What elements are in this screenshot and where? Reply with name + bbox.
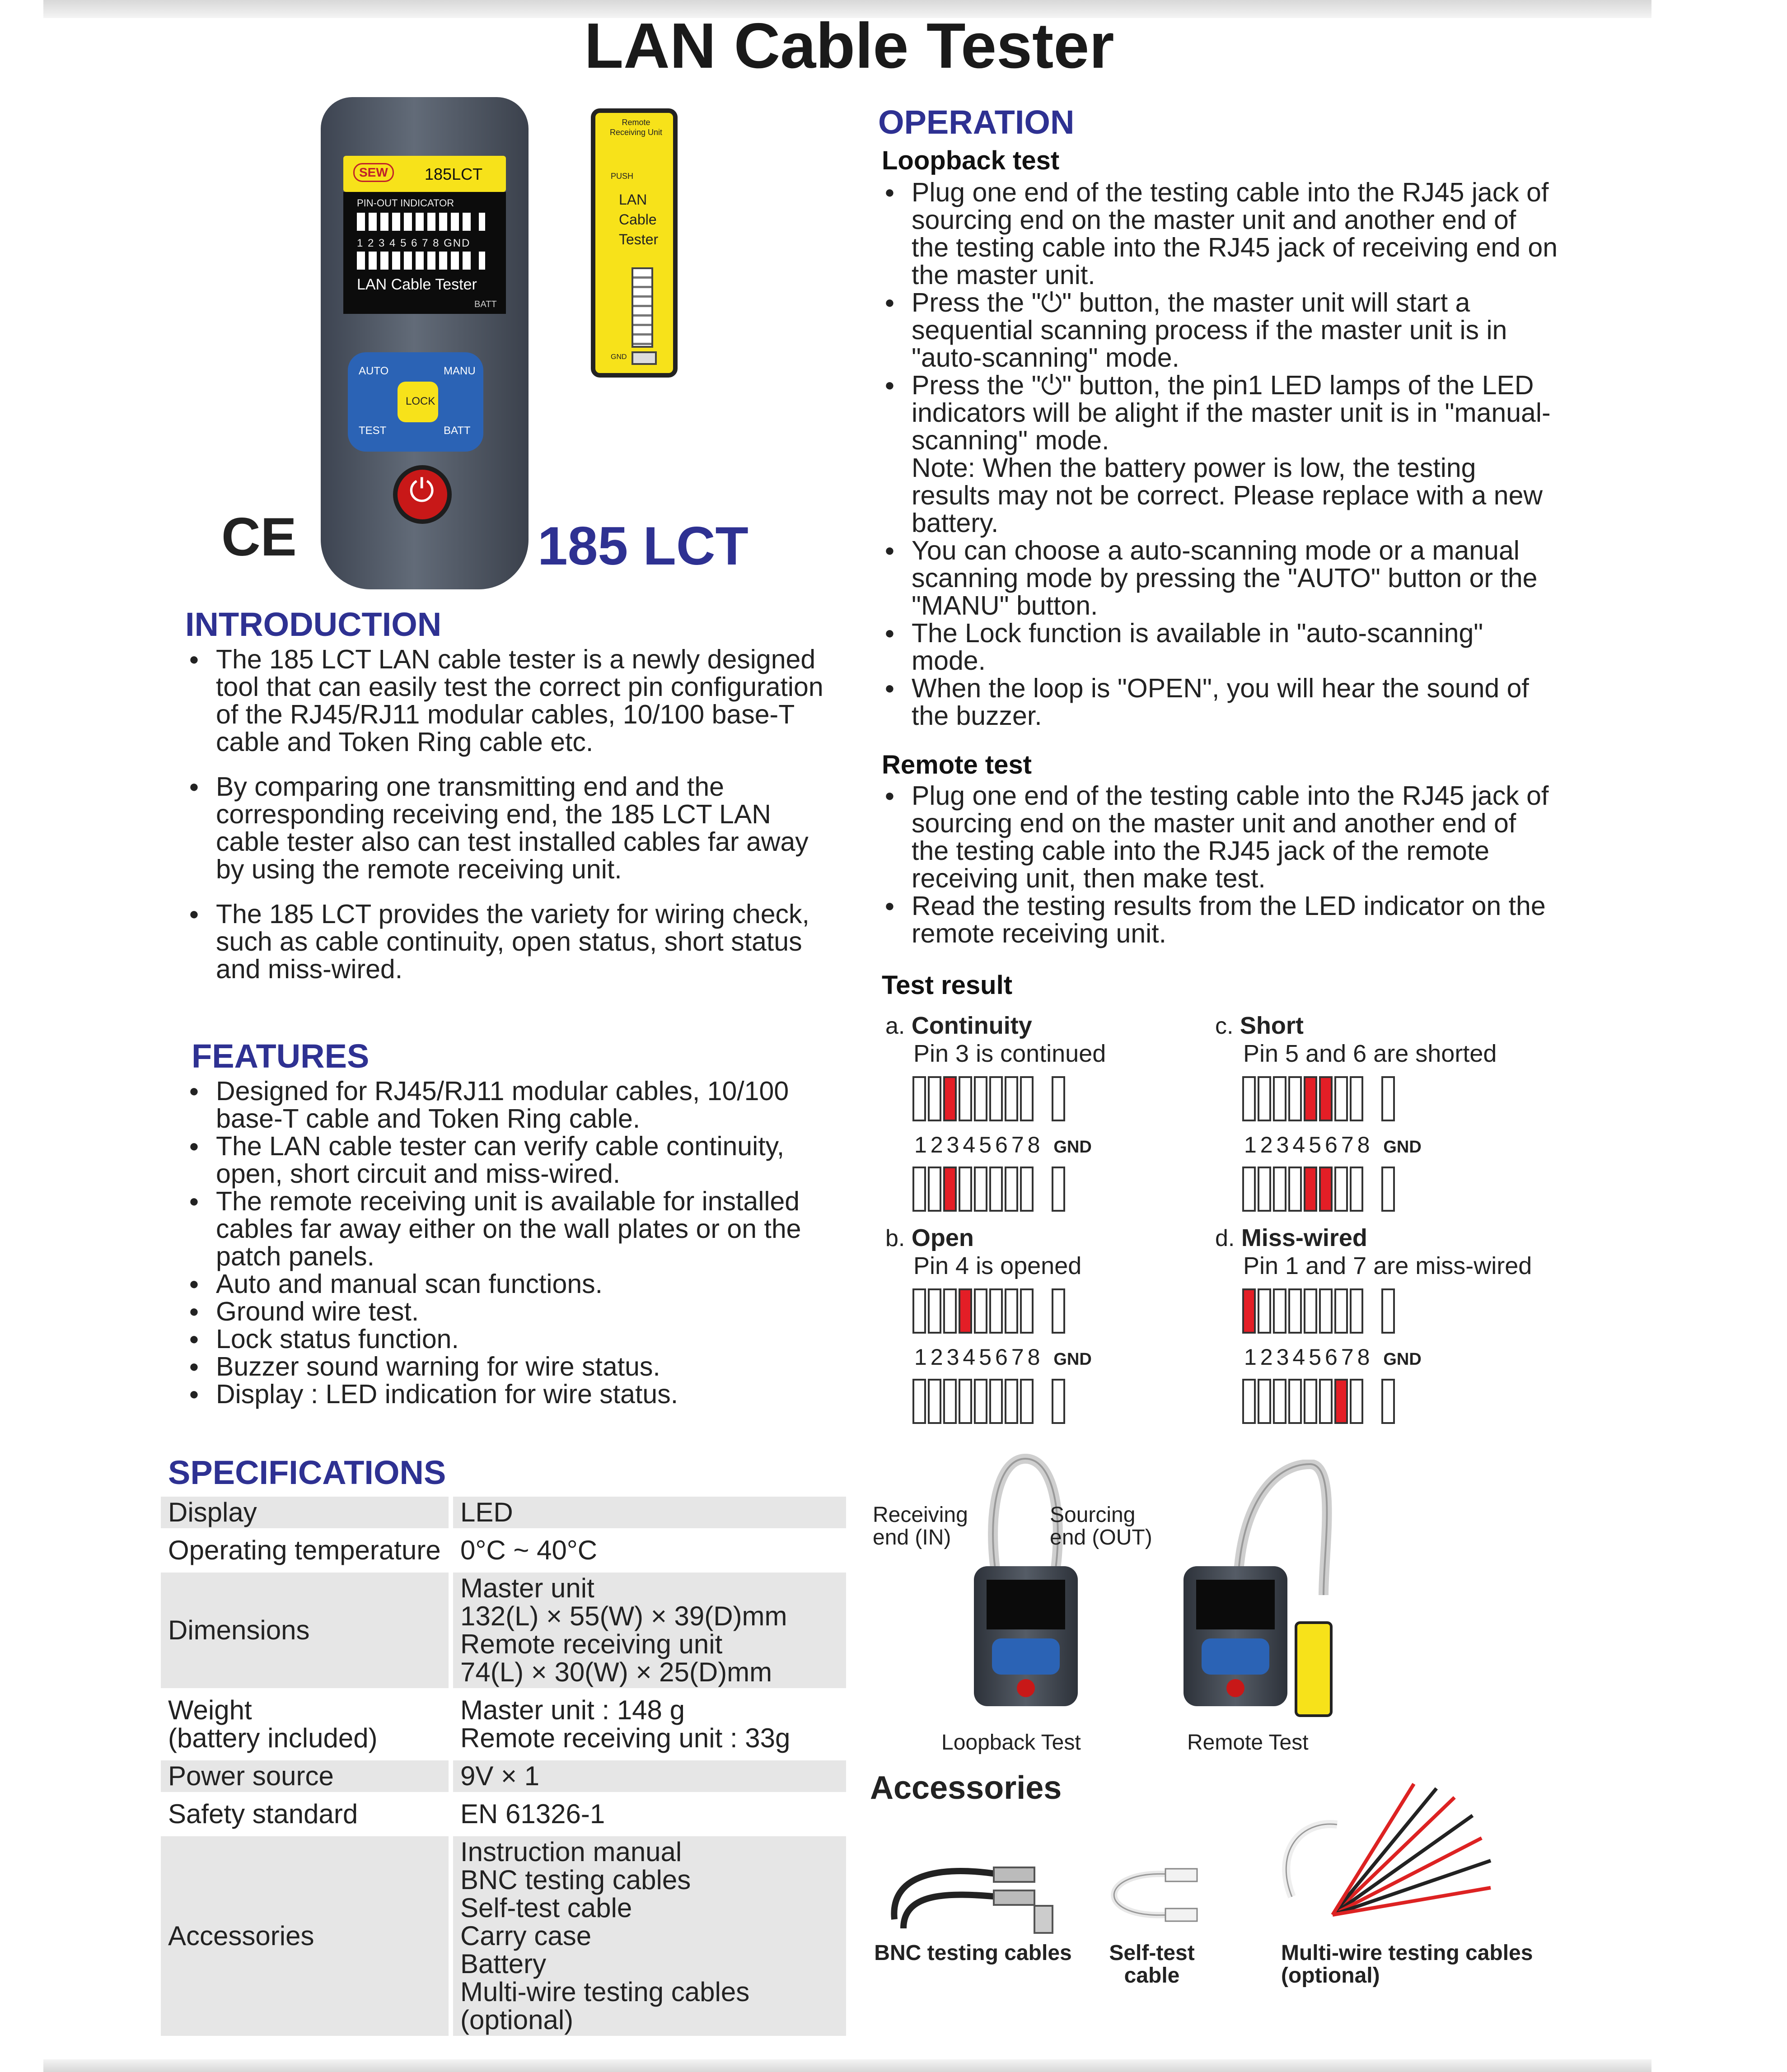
list-item: ● Plug one end of the testing cable into the RJ45 jack of sourcing end on the master unit and another end of the testing cable into the RJ45 jack of the remote receiving unit, then make test.: [881, 782, 1558, 892]
led-pin-2: [928, 1167, 941, 1212]
pin-numbers: 12345678: [914, 1132, 1044, 1157]
led-pin-5: [974, 1379, 987, 1424]
bottom-edge-shadow: [43, 2059, 1651, 2072]
spec-label: Power source: [161, 1760, 449, 1792]
test-result-letter: d.: [1215, 1225, 1235, 1251]
spec-value-line: EN 61326-1: [460, 1799, 605, 1829]
spec-row: [161, 1798, 846, 1830]
spec-row: [161, 1497, 846, 1528]
receiving-end-label: Receiving end (IN): [873, 1503, 968, 1549]
led-pin-3: [943, 1379, 957, 1424]
led-pin-4: [1288, 1167, 1302, 1212]
led-gnd: [1052, 1076, 1065, 1121]
led-pin-2: [1258, 1167, 1271, 1212]
pin-number-label: [1244, 1132, 1540, 1158]
remote-test-receiver-icon: [1295, 1621, 1333, 1717]
batt-key: BATT: [444, 425, 471, 437]
led-pin-5: [974, 1076, 987, 1121]
list-item: ● Read the testing results from the LED indicator on the remote receiving unit.: [881, 892, 1558, 947]
list-item: ● Buzzer sound warning for wire status.: [185, 1353, 840, 1381]
spec-label: Operating temperature: [168, 1535, 441, 1565]
remote-led-column: [632, 267, 653, 348]
led-pin-1: [912, 1379, 926, 1424]
screen-device-name: LAN Cable Tester: [357, 276, 477, 293]
led-pin-6: [1319, 1167, 1333, 1212]
page-title: LAN Cable Tester: [584, 10, 1114, 82]
list-item: ● The Lock function is available in "auto-scanning" mode.: [881, 620, 1558, 675]
manu-key: MANU: [444, 365, 476, 377]
led-pin-5: [1304, 1379, 1317, 1424]
loopback-test-heading: Loopback test: [882, 146, 1060, 175]
pin-numbers: 12345678: [914, 1344, 1044, 1370]
led-row-bottom: [1242, 1377, 1540, 1426]
led-row-top: [1242, 1286, 1540, 1336]
spec-value: [449, 1535, 846, 1566]
spec-value-line: 74(L) × 30(W) × 25(D)mm: [460, 1657, 772, 1687]
list-item: ● The LAN cable tester can verify cable continuity, open, short circuit and miss-wired.: [185, 1133, 840, 1188]
led-pin-8: [1020, 1167, 1034, 1212]
led-pin-8: [1350, 1379, 1363, 1424]
led-pin-7: [1005, 1076, 1018, 1121]
spec-value-line: LED: [460, 1497, 513, 1527]
specifications-table: [161, 1490, 846, 2042]
remote-test-list: [881, 782, 1558, 947]
led-pin-2: [1258, 1288, 1271, 1334]
spec-row: [161, 1535, 846, 1566]
led-pin-3: [943, 1076, 957, 1121]
led-gnd: [1381, 1167, 1395, 1212]
led-pin-1: [1242, 1076, 1256, 1121]
remote-receiving-unit: [591, 108, 678, 378]
gnd-label: GND: [1053, 1138, 1092, 1157]
spec-value-line: BNC testing cables: [460, 1865, 691, 1895]
introduction-heading: INTRODUCTION: [185, 606, 442, 643]
led-gnd: [1052, 1379, 1065, 1424]
accessories-heading: Accessories: [870, 1770, 1062, 1806]
led-row-bottom: [1242, 1164, 1540, 1214]
remote-test-heading: Remote test: [882, 750, 1032, 779]
spec-value-line: Instruction manual: [460, 1837, 682, 1867]
led-pin-2: [928, 1379, 941, 1424]
brand-logo: SEW: [353, 163, 394, 182]
spec-value-line: Remote receiving unit: [460, 1629, 723, 1659]
spec-value-line: 0°C ~ 40°C: [460, 1535, 598, 1565]
lock-key: [398, 382, 438, 422]
led-pin-1: [1242, 1288, 1256, 1334]
led-pin-7: [1005, 1288, 1018, 1334]
test-result-title: [885, 1224, 1211, 1252]
multi-wire-cables-icon: [1265, 1779, 1500, 1942]
led-pin-8: [1350, 1167, 1363, 1212]
led-pin-4: [959, 1076, 972, 1121]
led-gnd: [1381, 1379, 1395, 1424]
test-result-heading: Test result: [882, 971, 1013, 1000]
screen-led-gnd-bottom: [479, 252, 485, 270]
specifications-heading: SPECIFICATIONS: [168, 1454, 446, 1491]
test-result-panel: [885, 1012, 1211, 1214]
led-pin-1: [912, 1288, 926, 1334]
loopback-device-icon: [974, 1566, 1078, 1706]
led-gnd: [1381, 1288, 1395, 1334]
pin-number-label: [914, 1132, 1211, 1158]
test-result-name: Open: [911, 1224, 974, 1251]
list-item: ● Plug one end of the testing cable into the RJ45 jack of sourcing end on the master unit and another end of the testing cable into the RJ45 jack of receiving end on the master unit.: [881, 179, 1558, 289]
led-pin-8: [1020, 1076, 1034, 1121]
led-row-bottom: [912, 1164, 1211, 1214]
test-result-letter: c.: [1215, 1013, 1234, 1039]
spec-label: Display: [161, 1497, 449, 1528]
remote-device-name: LAN Cable Tester: [619, 191, 659, 247]
features-heading: FEATURES: [192, 1037, 370, 1075]
led-pin-6: [989, 1167, 1003, 1212]
test-result-title: [1215, 1224, 1540, 1252]
spec-value-line: Master unit : 148 g: [460, 1695, 685, 1725]
operation-heading: OPERATION: [878, 103, 1075, 141]
led-pin-5: [1304, 1167, 1317, 1212]
led-pin-8: [1020, 1379, 1034, 1424]
led-pin-8: [1020, 1288, 1034, 1334]
led-pin-6: [1319, 1288, 1333, 1334]
led-pin-2: [928, 1076, 941, 1121]
screen-led-gnd-top: [479, 213, 485, 231]
spec-label: Weight (battery included): [168, 1695, 378, 1753]
spec-value: [449, 1694, 846, 1754]
spec-row: [161, 1573, 846, 1688]
accessory-caption-multi-wire: Multi-wire testing cables (optional): [1281, 1941, 1533, 1988]
spec-value: [449, 1798, 846, 1830]
led-pin-4: [959, 1288, 972, 1334]
spec-value-line: Carry case: [460, 1921, 592, 1951]
screen-led-row-bottom: [357, 252, 474, 270]
spec-row: [161, 1760, 846, 1792]
remote-push-label: PUSH: [611, 172, 634, 181]
led-pin-5: [974, 1288, 987, 1334]
led-pin-7: [1334, 1288, 1348, 1334]
test-result-letter: a.: [885, 1013, 905, 1039]
led-pin-4: [1288, 1379, 1302, 1424]
led-pin-3: [1273, 1379, 1286, 1424]
list-item: ● The remote receiving unit is available for installed cables far away either on the wall plates or on the patch panels.: [185, 1188, 840, 1270]
led-pin-6: [989, 1076, 1003, 1121]
led-row-top: [912, 1074, 1211, 1124]
spec-label: Dimensions: [161, 1573, 449, 1688]
test-result-name: Continuity: [911, 1012, 1032, 1039]
spec-value: [449, 1497, 846, 1528]
spec-value-line: Self-test cable: [460, 1893, 632, 1923]
led-row-top: [912, 1286, 1211, 1336]
accessory-caption-self-test: Self-test cable: [1109, 1941, 1195, 1988]
led-pin-4: [1288, 1076, 1302, 1121]
list-item: ● Lock status function.: [185, 1325, 840, 1353]
led-pin-6: [1319, 1076, 1333, 1121]
led-pin-7: [1334, 1379, 1348, 1424]
list-item: ● Press the "⏻" button, the master unit will start a sequential scanning process if the master unit is in "auto-scanning" mode.: [881, 289, 1558, 372]
led-pin-1: [1242, 1167, 1256, 1212]
test-result-title: [885, 1012, 1211, 1040]
ce-mark: CE: [221, 507, 297, 567]
led-pin-5: [974, 1167, 987, 1212]
spec-value-line: Battery: [460, 1949, 547, 1979]
test-result-desc: Pin 3 is continued: [913, 1040, 1106, 1067]
test-result-panel: [885, 1224, 1211, 1426]
introduction-list: [185, 646, 840, 1000]
master-unit-screen: [343, 192, 506, 314]
lock-key-label: LOCK: [406, 395, 435, 407]
screen-led-row-top: [357, 213, 474, 231]
loopback-test-caption: Loopback Test: [941, 1731, 1081, 1755]
gnd-label: GND: [1053, 1350, 1092, 1369]
led-pin-7: [1334, 1167, 1348, 1212]
spec-value: [449, 1760, 846, 1792]
bnc-cables-icon: [885, 1847, 1075, 1937]
pin-numbers: 12345678: [1244, 1132, 1374, 1157]
remote-top-label: Remote Receiving Unit: [609, 118, 663, 137]
led-pin-3: [1273, 1167, 1286, 1212]
test-result-desc: Pin 4 is opened: [913, 1252, 1082, 1279]
led-pin-3: [1273, 1288, 1286, 1334]
led-pin-3: [1273, 1076, 1286, 1121]
gnd-label: GND: [1383, 1138, 1422, 1157]
led-pin-7: [1005, 1167, 1018, 1212]
test-result-panel: [1215, 1224, 1540, 1426]
led-pin-5: [1304, 1288, 1317, 1334]
screen-batt-label: BATT: [474, 299, 497, 309]
remote-test-caption: Remote Test: [1187, 1731, 1309, 1755]
list-item: ● Display : LED indication for wire status.: [185, 1381, 840, 1408]
test-result-desc: Pin 1 and 7 are miss-wired: [1243, 1252, 1532, 1279]
led-pin-3: [943, 1288, 957, 1334]
led-gnd: [1052, 1288, 1065, 1334]
sourcing-end-label: Sourcing end (OUT): [1050, 1503, 1152, 1549]
model-small-label: 185LCT: [425, 165, 483, 183]
remote-gnd-led: [632, 351, 657, 365]
led-pin-7: [1334, 1076, 1348, 1121]
led-pin-6: [1319, 1379, 1333, 1424]
led-row-bottom: [912, 1377, 1211, 1426]
led-pin-6: [989, 1379, 1003, 1424]
spec-label: Safety standard: [168, 1799, 358, 1829]
test-result-panel: [1215, 1012, 1540, 1214]
list-item: ● Auto and manual scan functions.: [185, 1270, 840, 1298]
battery-note: Note: When the battery power is low, the testing results may not be correct. Please replace with a new battery.: [912, 453, 1543, 538]
pin-number-label: [914, 1344, 1211, 1370]
list-item: ● The 185 LCT LAN cable tester is a newly designed tool that can easily test the correct pin configuration of the RJ45/RJ11 modular cables, 10/100 base-T cable and Token Ring cable etc.: [185, 646, 840, 756]
list-item: ● By comparing one transmitting end and the corresponding receiving end, the 185 LCT LAN cable tester also can test installed cables far away by using the remote receiving unit.: [185, 773, 840, 883]
power-button-icon: ⏻: [393, 465, 452, 524]
screen-pin-numbers: 1 2 3 4 5 6 7 8 GND: [357, 237, 471, 249]
led-gnd: [1052, 1167, 1065, 1212]
led-pin-5: [1304, 1076, 1317, 1121]
test-result-letter: b.: [885, 1225, 905, 1251]
list-item: ● Designed for RJ45/RJ11 modular cables, 10/100 base-T cable and Token Ring cable.: [185, 1078, 840, 1133]
list-item: ● Press the "⏻" button, the pin1 LED lamps of the LED indicators will be alight if the master unit is in "manual-scanning" mode. Note: When the battery power is low, the testing results may not be correct. Please replace with a new battery.: [881, 372, 1558, 537]
led-pin-4: [959, 1167, 972, 1212]
led-pin-8: [1350, 1288, 1363, 1334]
spec-value-line: Master unit: [460, 1573, 594, 1603]
spec-value-line: 132(L) × 55(W) × 39(D)mm: [460, 1601, 787, 1631]
test-key: TEST: [359, 425, 387, 437]
features-list: [185, 1078, 840, 1408]
loopback-test-list: [881, 179, 1558, 730]
spec-row: [161, 1694, 846, 1754]
led-pin-4: [1288, 1288, 1302, 1334]
spec-value-line: (optional): [460, 2005, 574, 2035]
led-pin-2: [928, 1288, 941, 1334]
master-unit-label-strip: [343, 156, 506, 192]
list-item: ● When the loop is "OPEN", you will hear the sound of the buzzer.: [881, 675, 1558, 730]
led-pin-2: [1258, 1076, 1271, 1121]
pinout-indicator-label: PIN-OUT INDICATOR: [357, 197, 454, 209]
led-pin-7: [1005, 1379, 1018, 1424]
led-pin-1: [1242, 1379, 1256, 1424]
led-pin-1: [912, 1167, 926, 1212]
led-pin-8: [1350, 1076, 1363, 1121]
remote-test-master-icon: [1184, 1566, 1287, 1706]
auto-key: AUTO: [359, 365, 389, 377]
led-pin-1: [912, 1076, 926, 1121]
test-result-desc: Pin 5 and 6 are shorted: [1243, 1040, 1497, 1067]
spec-value-line: 9V × 1: [460, 1761, 540, 1791]
pin-numbers: 12345678: [1244, 1344, 1374, 1370]
led-pin-6: [989, 1288, 1003, 1334]
self-test-cable-icon: [1089, 1865, 1215, 1928]
spec-value-line: Multi-wire testing cables: [460, 1977, 750, 2007]
remote-gnd-label: GND: [611, 353, 627, 361]
spec-value: [449, 1836, 846, 2036]
led-row-top: [1242, 1074, 1540, 1124]
led-pin-4: [959, 1379, 972, 1424]
pin-number-label: [1244, 1344, 1540, 1370]
list-item: ● The 185 LCT provides the variety for wiring check, such as cable continuity, open status, short status and miss-wired.: [185, 901, 840, 983]
list-item: ● You can choose a auto-scanning mode or a manual scanning mode by pressing the "AUTO" button or the "MANU" button.: [881, 537, 1558, 620]
spec-value-line: Remote receiving unit : 33g: [460, 1723, 791, 1753]
list-item: ● Ground wire test.: [185, 1298, 840, 1325]
test-result-name: Miss-wired: [1241, 1224, 1367, 1251]
test-result-title: [1215, 1012, 1540, 1040]
led-gnd: [1381, 1076, 1395, 1121]
test-result-name: Short: [1240, 1012, 1304, 1039]
led-pin-2: [1258, 1379, 1271, 1424]
accessory-caption-bnc: BNC testing cables: [874, 1941, 1072, 1965]
gnd-label: GND: [1383, 1350, 1422, 1369]
led-pin-3: [943, 1167, 957, 1212]
spec-value: [449, 1573, 846, 1688]
spec-label: Accessories: [161, 1836, 449, 2036]
spec-row: [161, 1836, 846, 2036]
model-label: 185 LCT: [538, 516, 748, 576]
